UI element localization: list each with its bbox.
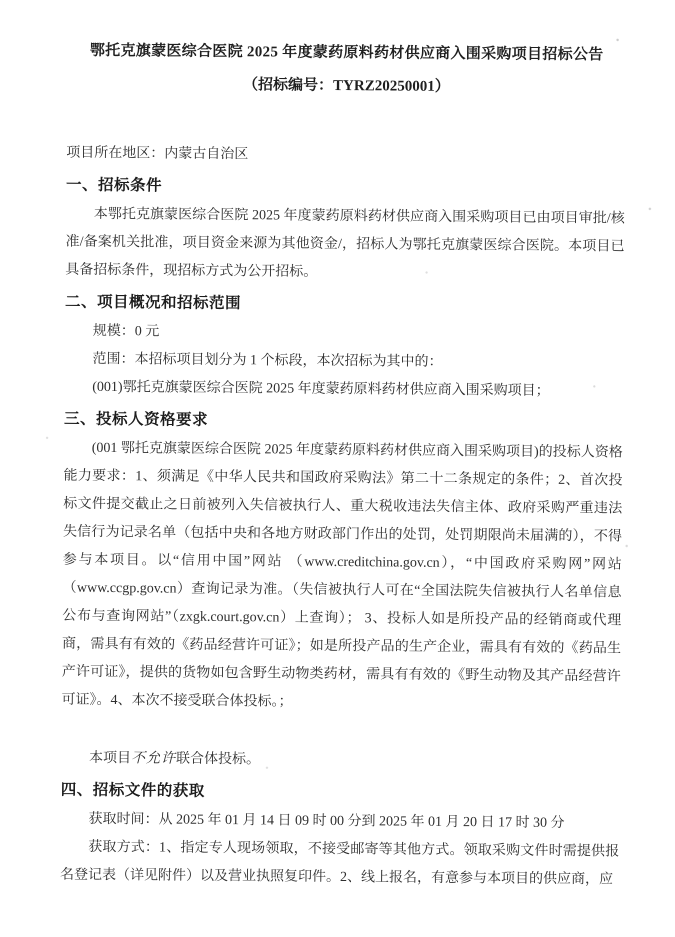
consortium-note-emphasis: 不允许: [130, 751, 177, 767]
acquisition-time-line: 获取时间：从 2025 年 01 月 14 日 09 时 00 分到 2025 年 01 月 20 日 17 时 30 分: [88, 811, 565, 831]
section-heading-bidder-qualifications: 三、投标人资格要求: [63, 410, 209, 429]
project-scale-line: 规模：0 元: [92, 323, 160, 340]
section-heading-tender-conditions: 一、招标条件: [65, 176, 163, 195]
project-scope-line: 范围：本招标项目划分为 1 个标段，本次招标为其中的：: [92, 351, 443, 370]
document-title: 鄂托克旗蒙医综合医院 2025 年度蒙药原料药材供应商入围采购项目招标公告: [89, 42, 604, 64]
consortium-note-prefix: 本项目: [88, 750, 132, 767]
section-heading-project-overview: 二、项目概况和招标范围: [64, 293, 242, 313]
section-1-paragraph: 本鄂托克旗蒙医综合医院 2025 年度蒙药原料药材供应商入围采购项目已由项目审批/核准/备案机关批准，项目资金来源为其他资金/，招标人为鄂托克旗蒙医综合医院。本项目已具备招标条件，现招标方式为公开招标。: [65, 206, 625, 280]
acquisition-method-paragraph: 获取方式：1、指定专人现场领取，不接受邮寄等其他方式。领取采购文件时需提供报名登记表（详见附件）以及营业执照复印件。2、线上报名，有意参与本项目的供应商，应: [59, 839, 620, 888]
section-heading-document-acquisition: 四、招标文件的获取: [60, 781, 205, 800]
qualification-requirements-paragraph: (001 鄂托克旗蒙医综合医院 2025 年度蒙药原料药材供应商入围采购项目)的投标人资格能力要求：1、须满足《中华人民共和国政府采购法》第二十二条规定的条件；2、首次投标文件提交截止之日前被列入失信被执行人、重大税收违法失信主体、政府采购严重违法失信行为记录名单（包括中央和各地方财政部门作出的处罚，处罚期限尚未届满的），不得参与本项目。以“信用中国”网站 （www.creditchina.gov.cn），“中国政府采购网”网站（www.ccgp.gov.cn）查询记录为准。（失信被执行人可在“全国法院失信被执行人名单信息公布与查询网站”（zxgk.court.gov.cn）上查询）； 3、投标人如是所投产品的经销商或代理商，需具有有效的《药品经营许可证》；如是所投产品的生产企业，需具有有效的《药品生产许可证》，提供的货物如包含野生动物类药材，需具有有效的《野生动物及其产品经营许可证》。4、本次不接受联合体投标。；: [61, 440, 623, 710]
consortium-note-suffix: 联合体投标。: [175, 751, 261, 768]
project-region-line: 项目所在地区：内蒙古自治区: [66, 145, 249, 163]
bid-lot-line: (001)鄂托克旗蒙医综合医院 2025 年度蒙药原料药材供应商入围采购项目；: [92, 379, 550, 399]
consortium-note: [61, 745, 620, 778]
tender-number-line: （招标编号：TYRZ20250001）: [243, 77, 450, 95]
